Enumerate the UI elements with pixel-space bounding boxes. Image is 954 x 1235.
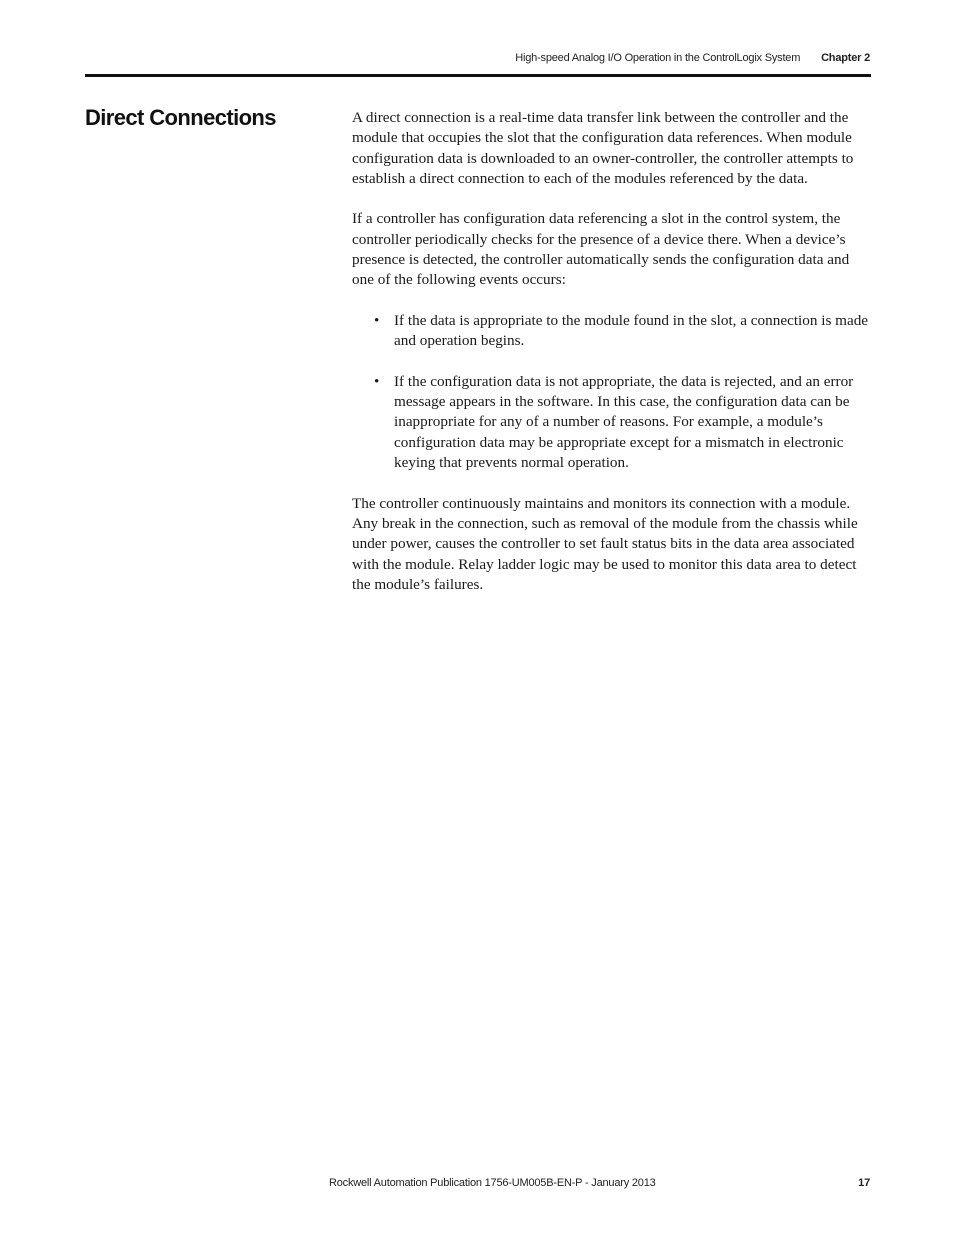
footer-publication: Rockwell Automation Publication 1756-UM005B-EN-P - January 2013	[329, 1177, 656, 1189]
bullet-list	[352, 311, 872, 473]
paragraph-1: A direct connection is a real-time data transfer link between the controller and the module that occupies the slot that the configuration data references. When module configuration data is downloaded to an owner-controller, the controller attempts to establish a direct connection to each of the modules referenced by the data.	[352, 109, 854, 187]
list-item	[352, 372, 872, 473]
page-number: 17	[858, 1177, 870, 1189]
list-item	[352, 311, 872, 352]
bullet-icon: •	[374, 311, 380, 329]
header-rule	[85, 74, 871, 77]
bullet-icon: •	[374, 372, 380, 390]
header-chapter: Chapter 2	[821, 52, 870, 64]
list-item-text: If the data is appropriate to the module found in the slot, a connection is made and operation begins.	[394, 311, 869, 350]
body-text	[352, 108, 872, 615]
list-item-text: If the configuration data is not appropriate, the data is rejected, and an error message appears in the software. In this case, the configuration data can be inappropriate for any of a number of reasons. For example, a module’s configuration data may be appropriate except for a mismatch in electronic keying that prevents normal operation.	[394, 372, 854, 472]
paragraph-3: The controller continuously maintains and monitors its connection with a module. Any break in the connection, such as removal of the module from the chassis while under power, causes the controller to set fault status bits in the data area associated with the module. Relay ladder logic may be used to monitor this data area to detect the module’s failures.	[352, 494, 858, 593]
section-heading: Direct Connections	[85, 105, 276, 130]
header-title: High-speed Analog I/O Operation in the ControlLogix System	[515, 52, 801, 64]
paragraph-2: If a controller has configuration data referencing a slot in the control system, the controller periodically checks for the presence of a device there. When a device’s presence is detected, the controller automatically sends the configuration data and one of the following events occurs:	[352, 210, 850, 289]
running-header	[515, 52, 870, 64]
